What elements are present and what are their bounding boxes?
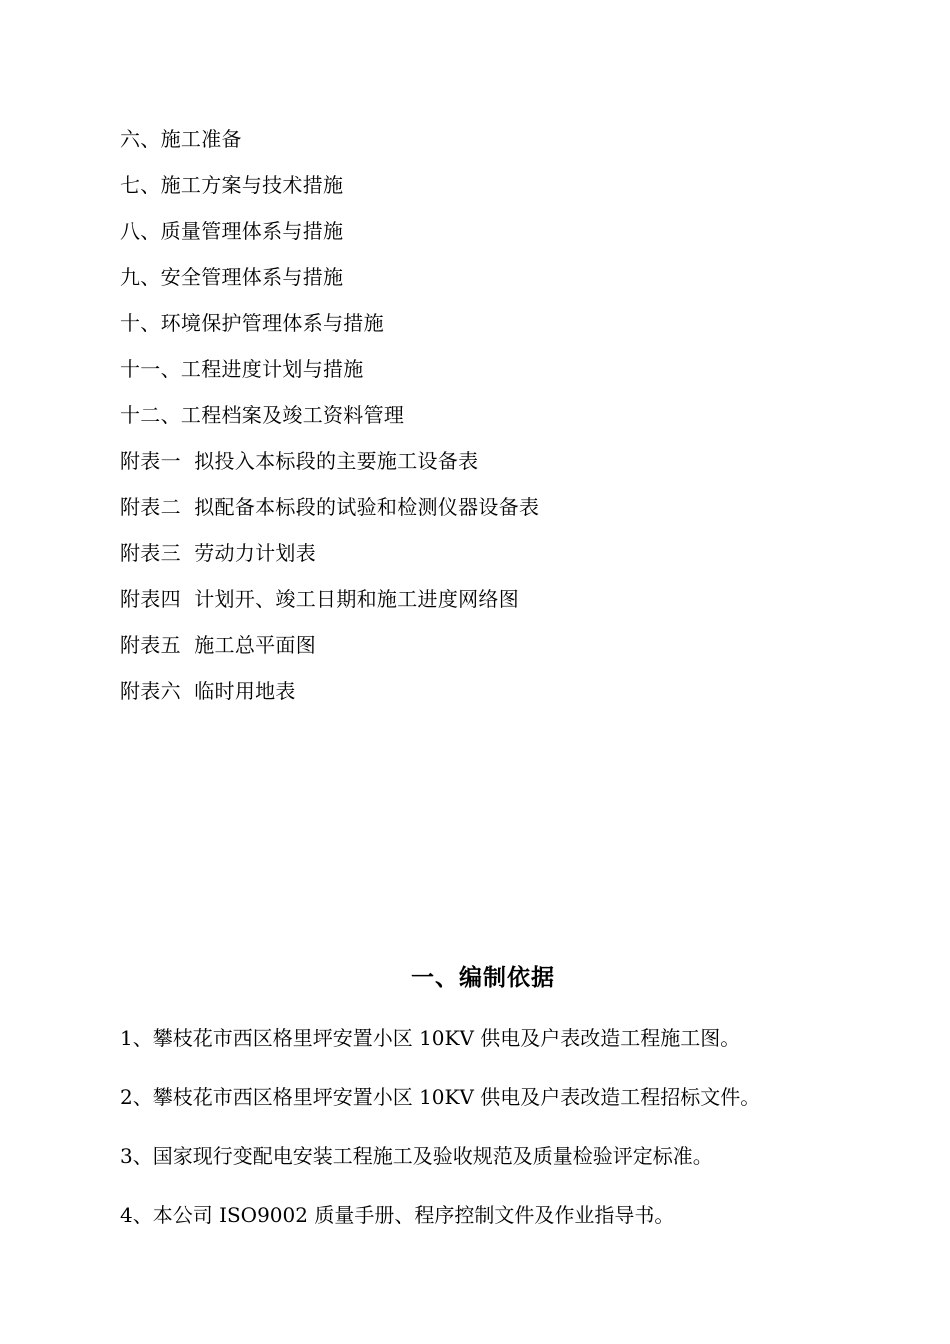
- table-of-contents: [120, 120, 840, 718]
- toc-item: 十一、工程进度计划与措施: [120, 357, 364, 381]
- basis-item: 2、攀枝花市西区格里坪安置小区 10KV 供电及户表改造工程招标文件。: [120, 1085, 761, 1109]
- section-heading: 一、编制依据: [411, 964, 555, 991]
- basis-item: 1、攀枝花市西区格里坪安置小区 10KV 供电及户表改造工程施工图。: [120, 1026, 741, 1050]
- toc-item: 附表四 计划开、竣工日期和施工进度网络图: [120, 587, 520, 611]
- toc-item: 附表六 临时用地表: [120, 679, 296, 703]
- basis-list: [120, 1018, 840, 1254]
- basis-item: 3、国家现行变配电安装工程施工及验收规范及质量检验评定标准。: [120, 1144, 713, 1168]
- toc-item: 附表五 施工总平面图: [120, 633, 317, 657]
- toc-item: 附表三 劳动力计划表: [120, 541, 317, 565]
- toc-item: 附表二 拟配备本标段的试验和检测仪器设备表: [120, 495, 540, 519]
- toc-item: 附表一 拟投入本标段的主要施工设备表: [120, 449, 479, 473]
- toc-item: 十二、工程档案及竣工资料管理: [120, 403, 405, 427]
- toc-item: 十、环境保护管理体系与措施: [120, 311, 384, 335]
- basis-item: 4、本公司 ISO9002 质量手册、程序控制文件及作业指导书。: [120, 1203, 675, 1227]
- toc-item: 六、施工准备: [120, 127, 242, 151]
- toc-item: 八、质量管理体系与措施: [120, 219, 344, 243]
- toc-item: 九、安全管理体系与措施: [120, 265, 344, 289]
- toc-item: 七、施工方案与技术措施: [120, 173, 344, 197]
